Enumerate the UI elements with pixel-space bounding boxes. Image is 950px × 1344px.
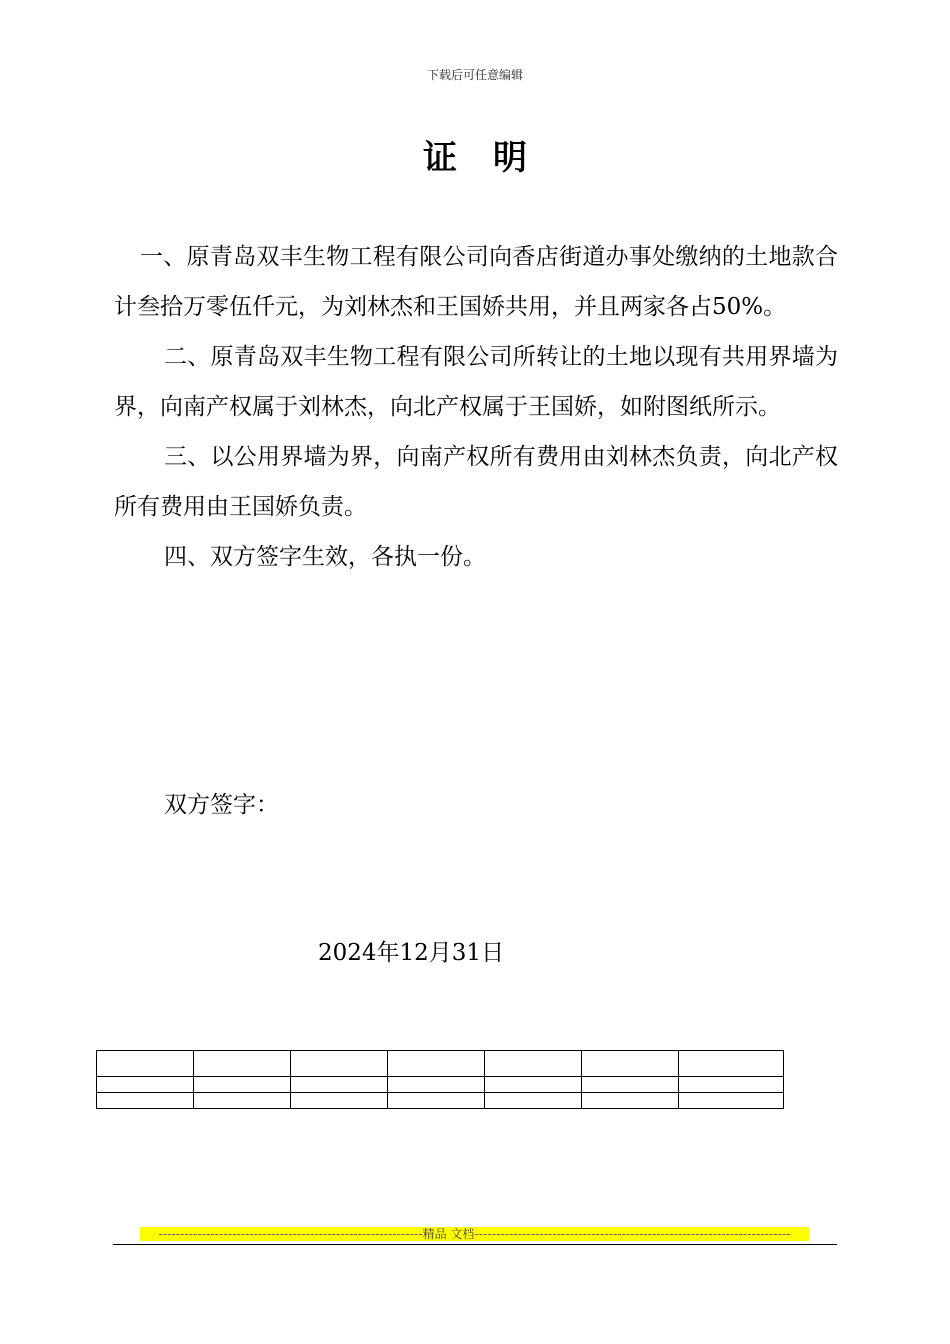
- footer-rule: [113, 1244, 837, 1245]
- empty-table: [96, 1050, 784, 1109]
- table-cell: [485, 1093, 582, 1109]
- table-cell: [194, 1051, 291, 1077]
- table-cell: [679, 1051, 784, 1077]
- table-cell: [485, 1051, 582, 1077]
- document-date: 2024年12月31日: [318, 940, 505, 966]
- signature-label: 双方签字：: [164, 792, 279, 818]
- document-body: [114, 232, 838, 582]
- paragraph-2: 二、原青岛双丰生物工程有限公司所转让的土地以现有共用界墙为界，向南产权属于刘林杰，向北产权属于王国娇，如附图纸所示。: [114, 344, 838, 420]
- table-cell: [194, 1093, 291, 1109]
- table-cell: [582, 1077, 679, 1093]
- table-cell: [582, 1051, 679, 1077]
- paragraph-1: 一、原青岛双丰生物工程有限公司向香店街道办事处缴纳的土地款合计叁拾万零伍仟元，为刘林杰和王国娇共用，并且两家各占50%。: [114, 244, 838, 320]
- table-cell: [97, 1093, 194, 1109]
- table-cell: [97, 1051, 194, 1077]
- paragraph-4: 四、双方签字生效，各执一份。: [164, 544, 486, 570]
- table-row: [97, 1051, 784, 1077]
- table-cell: [291, 1093, 388, 1109]
- table-cell: [388, 1093, 485, 1109]
- header-note: 下载后可任意编辑: [426, 68, 523, 82]
- table-cell: [291, 1051, 388, 1077]
- table-cell: [194, 1077, 291, 1093]
- table-cell: [582, 1093, 679, 1109]
- table-cell: [97, 1077, 194, 1093]
- table-row: [97, 1077, 784, 1093]
- table-cell: [679, 1093, 784, 1109]
- table-cell: [388, 1077, 485, 1093]
- table-row: [97, 1093, 784, 1109]
- footer-left-dashes: -------------------------------------------------------------: [158, 1227, 423, 1241]
- paragraph-3: 三、以公用界墙为界，向南产权所有费用由刘林杰负责，向北产权所有费用由王国娇负责。: [114, 444, 838, 520]
- table-cell: [679, 1077, 784, 1093]
- document-title: 证明: [423, 138, 563, 178]
- table-cell: [291, 1077, 388, 1093]
- footer-right-dashes: -------------------------------------------------------------------------: [474, 1227, 791, 1241]
- table-cell: [485, 1077, 582, 1093]
- footer-label: 精品 文档: [422, 1227, 475, 1241]
- footer-band: [140, 1227, 809, 1241]
- table-cell: [388, 1051, 485, 1077]
